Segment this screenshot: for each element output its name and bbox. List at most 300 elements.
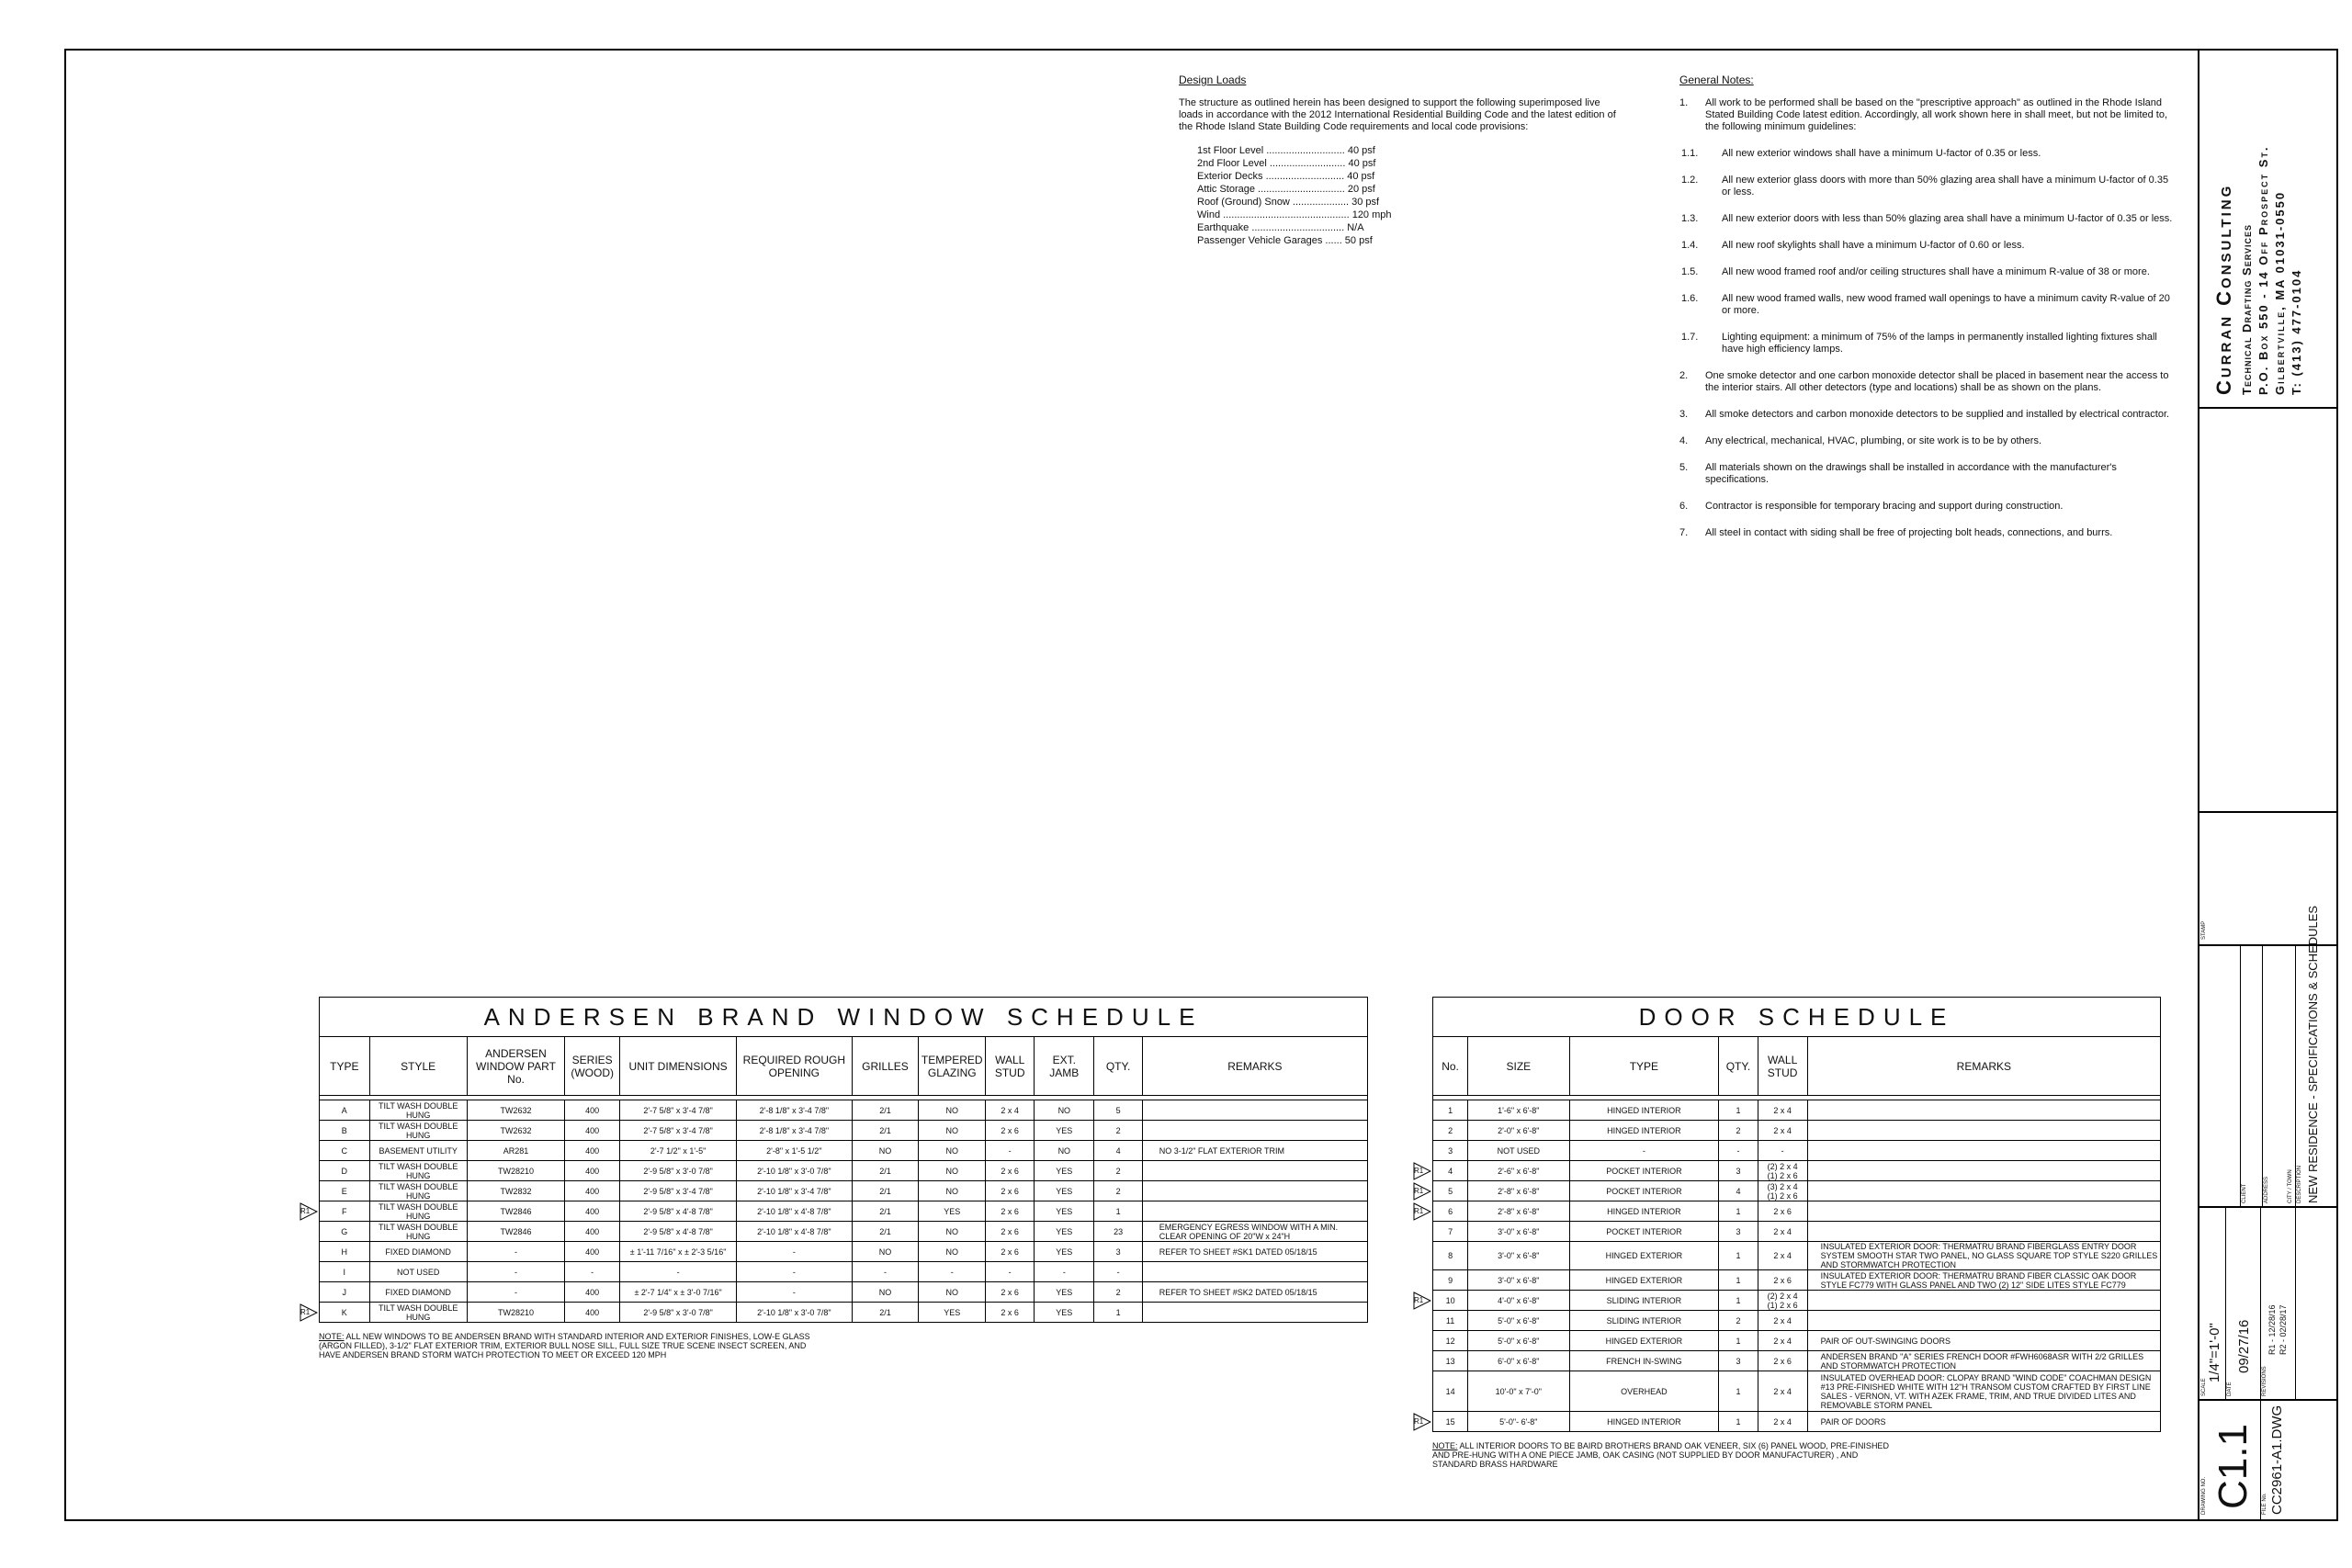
revision-triangle-icon bbox=[1413, 1182, 1430, 1201]
window-cell: TW28210 bbox=[467, 1161, 564, 1181]
note-text: All new exterior glass doors with more than 50% glazing area shall have a minimum U-factor of 0.35 or less. bbox=[1722, 175, 2169, 197]
table-row bbox=[1433, 1311, 2161, 1331]
door-cell: 2 bbox=[1433, 1121, 1468, 1141]
note-number: 2. bbox=[1679, 370, 1689, 381]
window-cell: 400 bbox=[565, 1222, 620, 1242]
table-row bbox=[320, 1242, 1368, 1262]
general-note-item bbox=[1679, 501, 2176, 513]
window-cell: - bbox=[737, 1282, 853, 1303]
table-row bbox=[1433, 1201, 2161, 1222]
window-cell: 2'-8 1/8" x 3'-4 7/8" bbox=[737, 1121, 853, 1141]
door-cell: 2'-8" x 6'-8" bbox=[1468, 1201, 1569, 1222]
window-cell: 2'-8 1/8" x 3'-4 7/8" bbox=[737, 1100, 853, 1121]
note-number: 1.3. bbox=[1681, 213, 1699, 224]
door-schedule-note bbox=[1432, 1441, 1892, 1469]
window-cell: 2'-9 5/8" x 4'-8 7/8" bbox=[620, 1201, 737, 1222]
door-cell: 2 x 4 bbox=[1758, 1222, 1807, 1242]
window-cell bbox=[1142, 1121, 1367, 1141]
note-number: 4. bbox=[1679, 435, 1689, 446]
note-number: 1.6. bbox=[1681, 293, 1699, 304]
company-line-4: T: (413) 477-0104 bbox=[2290, 268, 2303, 395]
note-number: 6. bbox=[1679, 501, 1689, 512]
window-column-header: REQUIRED ROUGH OPENING bbox=[737, 1037, 853, 1096]
door-cell: 5'-0" x 6'-8" bbox=[1468, 1311, 1569, 1331]
general-note-item bbox=[1679, 97, 2176, 133]
window-cell: 2 bbox=[1094, 1181, 1142, 1201]
company-line-1: Technical Drafting Services bbox=[2240, 223, 2254, 395]
window-cell: 2 bbox=[1094, 1121, 1142, 1141]
scale-label: SCALE bbox=[2201, 1378, 2207, 1396]
general-note-item bbox=[1679, 370, 2176, 394]
table-row bbox=[1433, 1181, 2161, 1201]
revision-1: R1 - 12/28/16 bbox=[2267, 1304, 2277, 1355]
door-cell: 1 bbox=[1719, 1201, 1758, 1222]
revision-tag-label: R1 bbox=[1414, 1295, 1424, 1304]
note-text: One smoke detector and one carbon monoxide detector shall be placed in basement near the access to the interior stairs. All other detectors (type and locations) shall be as shown on the plans. bbox=[1705, 370, 2169, 393]
window-cell: NOT USED bbox=[369, 1262, 467, 1282]
door-cell: INSULATED OVERHEAD DOOR: CLOPAY BRAND "WIND CODE" COACHMAN DESIGN #13 PRE-FINISHED WHITE WITH 12"H TRANSOM CUSTOM CRAFTED BY FIRST LINE SALES - VERNON, VT. WITH AZEK FRAME, TRIM, AND TRUE DIVIDED LITES AND REMOVABLE STORM PANEL bbox=[1807, 1371, 2160, 1412]
window-cell: 2'-10 1/8" x 3'-0 7/8" bbox=[737, 1161, 853, 1181]
revision-tag-label: R1 bbox=[1414, 1416, 1424, 1426]
door-cell: POCKET INTERIOR bbox=[1569, 1222, 1719, 1242]
revision-triangle-icon bbox=[1413, 1162, 1430, 1180]
window-cell: B bbox=[320, 1121, 370, 1141]
title-block bbox=[2198, 51, 2338, 1519]
table-row bbox=[1433, 1222, 2161, 1242]
table-row bbox=[320, 1222, 1368, 1242]
door-cell: - bbox=[1758, 1141, 1807, 1161]
general-notes-section bbox=[1679, 73, 2176, 554]
door-cell: 3'-0" x 6'-8" bbox=[1468, 1270, 1569, 1291]
door-cell: 3'-0" x 6'-8" bbox=[1468, 1222, 1569, 1242]
revision-triangle-icon bbox=[300, 1303, 316, 1322]
window-cell bbox=[1142, 1303, 1367, 1323]
note-text: All new exterior windows shall have a minimum U-factor of 0.35 or less. bbox=[1722, 148, 2041, 159]
note-number: 1. bbox=[1679, 97, 1689, 108]
window-cell: - bbox=[737, 1242, 853, 1262]
revision-triangle-icon bbox=[1413, 1202, 1430, 1221]
note-text: All work to be performed shall be based on the "prescriptive approach" as outlined in the Rhode Island Stated Building Code latest edition. Accordingly, all work shown here in shall meet, but not be limited to, the following minimum guidelines: bbox=[1705, 97, 2168, 132]
door-cell: 9 bbox=[1433, 1270, 1468, 1291]
window-cell: EMERGENCY EGRESS WINDOW WITH A MIN. CLEAR OPENING OF 20"W x 24"H bbox=[1142, 1222, 1367, 1242]
door-cell: - bbox=[1719, 1141, 1758, 1161]
window-cell: NO bbox=[919, 1141, 986, 1161]
note-text: Lighting equipment: a minimum of 75% of the lamps in permanently installed lighting fixtures shall have high efficiency lamps. bbox=[1722, 332, 2157, 355]
window-cell: TILT WASH DOUBLE HUNG bbox=[369, 1201, 467, 1222]
door-cell: PAIR OF DOORS bbox=[1807, 1412, 2160, 1432]
door-cell: 14 bbox=[1433, 1371, 1468, 1412]
window-cell: REFER TO SHEET #SK1 DATED 05/18/15 bbox=[1142, 1242, 1367, 1262]
window-cell: I bbox=[320, 1262, 370, 1282]
window-cell: NO bbox=[919, 1161, 986, 1181]
door-cell bbox=[1807, 1291, 2160, 1311]
window-cell: YES bbox=[1035, 1282, 1094, 1303]
window-cell: 5 bbox=[1094, 1100, 1142, 1121]
general-note-item bbox=[1681, 175, 2176, 198]
window-cell: 2 bbox=[1094, 1282, 1142, 1303]
note-number: 1.7. bbox=[1681, 332, 1699, 343]
note-number: 1.2. bbox=[1681, 175, 1699, 186]
door-cell: (2) 2 x 4 (1) 2 x 6 bbox=[1758, 1161, 1807, 1181]
window-column-header: TEMPERED GLAZING bbox=[919, 1037, 986, 1096]
window-cell: YES bbox=[1035, 1242, 1094, 1262]
window-cell: 2 x 4 bbox=[986, 1100, 1035, 1121]
window-cell: 400 bbox=[565, 1121, 620, 1141]
note-text: Any electrical, mechanical, HVAC, plumbing, or site work is to be by others. bbox=[1705, 435, 2042, 446]
note-number: 7. bbox=[1679, 527, 1689, 538]
design-loads-intro: The structure as outlined herein has been designed to support the following superimposed live loads in accordance with the 2012 International Residential Building Code and the latest edition of the Rhode Island State Building Code requirements and local code provisions: bbox=[1179, 97, 1616, 132]
company-box bbox=[2199, 51, 2338, 409]
stamp-label: STAMP bbox=[2201, 920, 2207, 940]
door-cell: 2 bbox=[1719, 1311, 1758, 1331]
table-row bbox=[1433, 1351, 2161, 1371]
date-label: DATE bbox=[2227, 1382, 2233, 1396]
door-cell bbox=[1807, 1181, 2160, 1201]
door-column-header: WALL STUD bbox=[1758, 1037, 1807, 1096]
door-cell: HINGED EXTERIOR bbox=[1569, 1331, 1719, 1351]
window-cell: 2'-8" x 1'-5 1/2" bbox=[737, 1141, 853, 1161]
window-cell: TW2846 bbox=[467, 1222, 564, 1242]
note-number: 1.1. bbox=[1681, 148, 1699, 159]
company-name: Curran Consulting bbox=[2212, 183, 2235, 395]
scale-value: 1/4"=1'-0" bbox=[2207, 1323, 2222, 1382]
note-text: All new roof skylights shall have a minimum U-factor of 0.60 or less. bbox=[1722, 240, 2025, 251]
door-cell: 2'-6" x 6'-8" bbox=[1468, 1161, 1569, 1181]
window-cell: NO bbox=[1035, 1141, 1094, 1161]
door-cell: 10 bbox=[1433, 1291, 1468, 1311]
door-cell: 13 bbox=[1433, 1351, 1468, 1371]
load-row: Wind ............................................. 120 mph bbox=[1197, 209, 1392, 220]
table-row bbox=[320, 1121, 1368, 1141]
door-cell: HINGED EXTERIOR bbox=[1569, 1270, 1719, 1291]
window-cell: 2 bbox=[1094, 1161, 1142, 1181]
door-cell bbox=[1807, 1161, 2160, 1181]
revision-2: R2 - 02/28/17 bbox=[2278, 1304, 2288, 1355]
window-cell: 4 bbox=[1094, 1141, 1142, 1161]
door-cell: 3'-0" x 6'-8" bbox=[1468, 1242, 1569, 1270]
window-column-header: REMARKS bbox=[1142, 1037, 1367, 1096]
window-cell: 2/1 bbox=[852, 1121, 919, 1141]
table-row bbox=[1433, 1371, 2161, 1412]
window-schedule-note bbox=[319, 1332, 815, 1359]
window-cell: 2 x 6 bbox=[986, 1282, 1035, 1303]
window-cell: 400 bbox=[565, 1201, 620, 1222]
window-cell: - bbox=[467, 1262, 564, 1282]
window-cell: 2'-9 5/8" x 3'-0 7/8" bbox=[620, 1303, 737, 1323]
window-cell: A bbox=[320, 1100, 370, 1121]
note-number: 1.5. bbox=[1681, 266, 1699, 277]
window-cell: 2 x 6 bbox=[986, 1222, 1035, 1242]
door-cell bbox=[1807, 1141, 2160, 1161]
window-note-text: ALL NEW WINDOWS TO BE ANDERSEN BRAND WITH STANDARD INTERIOR AND EXTERIOR FINISHES, LOW-E GLASS (ARGON FILLED), 3-1/2" FLAT EXTERIOR TRIM, EXTERIOR BULL NOSE SILL, FULL SIZE TRUE SCENE INSECT SCREEN, AND HAVE ANDERSEN BRAND STORM WATCH PROTECTION TO MEET OR EXCEED 120 MPH bbox=[319, 1332, 810, 1359]
table-row bbox=[1433, 1100, 2161, 1121]
table-row bbox=[320, 1282, 1368, 1303]
note-number: 1.4. bbox=[1681, 240, 1699, 251]
door-cell: NOT USED bbox=[1468, 1141, 1569, 1161]
door-schedule-table bbox=[1432, 997, 2161, 1432]
window-cell: NO 3-1/2" FLAT EXTERIOR TRIM bbox=[1142, 1141, 1367, 1161]
revision-triangle-icon bbox=[300, 1202, 316, 1221]
note-text: All materials shown on the drawings shall be installed in accordance with the manufacturer's specifications. bbox=[1705, 462, 2117, 485]
window-cell: YES bbox=[1035, 1303, 1094, 1323]
note-text: All steel in contact with siding shall be free of projecting bolt heads, connections, and burrs. bbox=[1705, 527, 2113, 538]
door-note-label: NOTE: bbox=[1432, 1441, 1458, 1450]
revision-triangle-icon bbox=[1413, 1413, 1430, 1431]
general-note-item bbox=[1679, 409, 2176, 421]
window-cell: BASEMENT UTILITY bbox=[369, 1141, 467, 1161]
file-number: CC2961-A1.DWG bbox=[2269, 1404, 2285, 1515]
general-note-item bbox=[1681, 266, 2176, 278]
door-cell: (2) 2 x 4 (1) 2 x 6 bbox=[1758, 1291, 1807, 1311]
window-cell: TW2632 bbox=[467, 1121, 564, 1141]
door-cell: 2 x 4 bbox=[1758, 1371, 1807, 1412]
window-column-header: STYLE bbox=[369, 1037, 467, 1096]
note-number: 3. bbox=[1679, 409, 1689, 420]
general-note-item bbox=[1681, 148, 2176, 160]
door-cell: HINGED INTERIOR bbox=[1569, 1201, 1719, 1222]
description-label: DESCRIPTION bbox=[2297, 1165, 2302, 1203]
window-cell: YES bbox=[1035, 1181, 1094, 1201]
window-column-header: ANDERSEN WINDOW PART No. bbox=[467, 1037, 564, 1096]
door-cell: 5'-0"- 6'-8" bbox=[1468, 1412, 1569, 1432]
door-cell: 3 bbox=[1433, 1141, 1468, 1161]
blank-box bbox=[2199, 409, 2338, 813]
door-cell: HINGED INTERIOR bbox=[1569, 1100, 1719, 1121]
window-cell: H bbox=[320, 1242, 370, 1262]
general-notes-list bbox=[1679, 97, 2176, 539]
door-cell bbox=[1807, 1222, 2160, 1242]
window-cell bbox=[1142, 1262, 1367, 1282]
window-cell: NO bbox=[852, 1141, 919, 1161]
door-cell: 2 x 6 bbox=[1758, 1270, 1807, 1291]
general-note-item bbox=[1681, 213, 2176, 225]
general-note-item bbox=[1679, 435, 2176, 447]
door-column-header: SIZE bbox=[1468, 1037, 1569, 1096]
window-cell: FIXED DIAMOND bbox=[369, 1282, 467, 1303]
design-loads-list bbox=[1197, 144, 1620, 247]
window-cell: 2/1 bbox=[852, 1201, 919, 1222]
window-cell: TILT WASH DOUBLE HUNG bbox=[369, 1100, 467, 1121]
door-cell: 3 bbox=[1719, 1161, 1758, 1181]
window-cell: - bbox=[467, 1242, 564, 1262]
window-cell: YES bbox=[1035, 1161, 1094, 1181]
window-cell: NO bbox=[919, 1242, 986, 1262]
note-text: All new wood framed walls, new wood framed wall openings to have a minimum cavity R-value of 20 or more. bbox=[1722, 293, 2170, 316]
door-cell: 2 bbox=[1719, 1121, 1758, 1141]
window-cell: 2'-7 5/8" x 3'-4 7/8" bbox=[620, 1100, 737, 1121]
window-cell: 400 bbox=[565, 1242, 620, 1262]
window-cell: 2 x 6 bbox=[986, 1242, 1035, 1262]
window-cell: NO bbox=[1035, 1100, 1094, 1121]
window-cell: YES bbox=[919, 1201, 986, 1222]
door-cell: 5 bbox=[1433, 1181, 1468, 1201]
window-cell bbox=[1142, 1100, 1367, 1121]
window-cell: 2'-10 1/8" x 4'-8 7/8" bbox=[737, 1201, 853, 1222]
window-cell: 1 bbox=[1094, 1201, 1142, 1222]
drawing-number-box bbox=[2199, 1401, 2338, 1519]
window-cell: - bbox=[986, 1262, 1035, 1282]
load-row: Earthquake ................................. N/A bbox=[1197, 222, 1364, 233]
window-cell: YES bbox=[919, 1303, 986, 1323]
door-cell bbox=[1807, 1121, 2160, 1141]
drawing-no-label: DRAWING NO. bbox=[2201, 1476, 2207, 1515]
window-cell: NO bbox=[852, 1242, 919, 1262]
window-cell: TILT WASH DOUBLE HUNG bbox=[369, 1222, 467, 1242]
window-cell: NO bbox=[919, 1222, 986, 1242]
door-cell: 2 x 4 bbox=[1758, 1311, 1807, 1331]
table-row bbox=[320, 1262, 1368, 1282]
revision-tag-label: R1 bbox=[1414, 1206, 1424, 1215]
window-cell: 400 bbox=[565, 1181, 620, 1201]
window-schedule bbox=[319, 997, 1368, 1359]
door-cell: 4'-0" x 6'-8" bbox=[1468, 1291, 1569, 1311]
window-cell: NO bbox=[919, 1181, 986, 1201]
window-cell: 400 bbox=[565, 1282, 620, 1303]
door-cell: HINGED INTERIOR bbox=[1569, 1121, 1719, 1141]
door-cell bbox=[1807, 1311, 2160, 1331]
window-cell: 2'-9 5/8" x 3'-0 7/8" bbox=[620, 1161, 737, 1181]
door-cell: SLIDING INTERIOR bbox=[1569, 1291, 1719, 1311]
window-cell: 2'-9 5/8" x 3'-4 7/8" bbox=[620, 1181, 737, 1201]
load-row: Attic Storage ............................... 20 psf bbox=[1197, 184, 1375, 195]
door-cell: 1 bbox=[1719, 1331, 1758, 1351]
file-no-label: FILE No. bbox=[2262, 1493, 2267, 1515]
table-row bbox=[320, 1100, 1368, 1121]
door-cell: 1 bbox=[1719, 1242, 1758, 1270]
window-cell: C bbox=[320, 1141, 370, 1161]
drawing-number: C1.1 bbox=[2211, 1424, 2256, 1509]
window-cell: 2 x 6 bbox=[986, 1161, 1035, 1181]
door-cell: 2 x 6 bbox=[1758, 1351, 1807, 1371]
window-column-header: WALL STUD bbox=[986, 1037, 1035, 1096]
door-cell: HINGED INTERIOR bbox=[1569, 1412, 1719, 1432]
table-row bbox=[320, 1161, 1368, 1181]
window-schedule-header-row bbox=[320, 1037, 1368, 1096]
door-schedule-header-row bbox=[1433, 1037, 2161, 1096]
window-cell: - bbox=[1094, 1262, 1142, 1282]
note-text: All new exterior doors with less than 50% glazing area shall have a minimum U-factor of 0.35 or less. bbox=[1722, 213, 2173, 224]
door-cell: 1 bbox=[1719, 1371, 1758, 1412]
window-cell: 2/1 bbox=[852, 1161, 919, 1181]
table-row bbox=[320, 1141, 1368, 1161]
window-cell: TW2832 bbox=[467, 1181, 564, 1201]
door-column-header: TYPE bbox=[1569, 1037, 1719, 1096]
door-column-header: REMARKS bbox=[1807, 1037, 2160, 1096]
company-line-3: Gilbertville, MA 01031-0550 bbox=[2273, 190, 2287, 395]
door-cell: FRENCH IN-SWING bbox=[1569, 1351, 1719, 1371]
window-column-header: EXT. JAMB bbox=[1035, 1037, 1094, 1096]
table-row bbox=[320, 1181, 1368, 1201]
design-loads-heading: Design Loads bbox=[1179, 73, 1247, 86]
window-cell bbox=[1142, 1181, 1367, 1201]
note-text: All new wood framed roof and/or ceiling structures shall have a minimum R-value of 38 or more. bbox=[1722, 266, 2150, 277]
door-cell: HINGED EXTERIOR bbox=[1569, 1242, 1719, 1270]
general-note-item bbox=[1681, 240, 2176, 252]
description-text: NEW RESIDENCE - SPECIFICATIONS & SCHEDULES bbox=[2306, 905, 2320, 1203]
window-cell: 2/1 bbox=[852, 1222, 919, 1242]
door-cell: POCKET INTERIOR bbox=[1569, 1161, 1719, 1181]
window-cell: - bbox=[986, 1141, 1035, 1161]
window-cell: AR281 bbox=[467, 1141, 564, 1161]
load-row: Roof (Ground) Snow .................... 30 psf bbox=[1197, 197, 1380, 208]
window-cell: - bbox=[919, 1262, 986, 1282]
door-cell: 7 bbox=[1433, 1222, 1468, 1242]
door-cell: 10'-0" x 7'-0" bbox=[1468, 1371, 1569, 1412]
door-cell: ANDERSEN BRAND "A" SERIES FRENCH DOOR #FWH6068ASR WITH 2/2 GRILLES AND STORMWATCH PROTECTION bbox=[1807, 1351, 2160, 1371]
window-cell: TW2846 bbox=[467, 1201, 564, 1222]
window-cell bbox=[1142, 1161, 1367, 1181]
load-row: Passenger Vehicle Garages ...... 50 psf bbox=[1197, 235, 1373, 246]
window-cell: 400 bbox=[565, 1100, 620, 1121]
door-cell: PAIR OF OUT-SWINGING DOORS bbox=[1807, 1331, 2160, 1351]
window-cell: 2 x 6 bbox=[986, 1201, 1035, 1222]
revision-tag-label: R1 bbox=[1414, 1186, 1424, 1195]
window-cell: E bbox=[320, 1181, 370, 1201]
door-cell: 1 bbox=[1433, 1100, 1468, 1121]
door-cell bbox=[1807, 1100, 2160, 1121]
window-cell: TILT WASH DOUBLE HUNG bbox=[369, 1161, 467, 1181]
door-cell: 2 x 6 bbox=[1758, 1201, 1807, 1222]
door-cell: 1 bbox=[1719, 1412, 1758, 1432]
note-text: Contractor is responsible for temporary bracing and support during construction. bbox=[1705, 501, 2064, 512]
revision-triangle-icon bbox=[1413, 1292, 1430, 1310]
window-cell: 400 bbox=[565, 1141, 620, 1161]
window-cell: NO bbox=[919, 1121, 986, 1141]
city-label: CITY / TOWN bbox=[2288, 1169, 2293, 1203]
table-row bbox=[1433, 1121, 2161, 1141]
general-notes-heading: General Notes: bbox=[1679, 73, 1754, 86]
table-row bbox=[1433, 1270, 2161, 1291]
door-cell: 2'-0" x 6'-8" bbox=[1468, 1121, 1569, 1141]
door-cell: 2'-8" x 6'-8" bbox=[1468, 1181, 1569, 1201]
window-cell: 2 x 6 bbox=[986, 1181, 1035, 1201]
window-cell: J bbox=[320, 1282, 370, 1303]
door-cell: 1 bbox=[1719, 1270, 1758, 1291]
door-cell: 2 x 4 bbox=[1758, 1412, 1807, 1432]
address-label: ADDRESS bbox=[2264, 1176, 2269, 1203]
revision-tag-label: R1 bbox=[300, 1307, 311, 1316]
door-note-text: ALL INTERIOR DOORS TO BE BAIRD BROTHERS BRAND OAK VENEER, SIX (6) PANEL WOOD, PRE-FINISHED AND PRE-HUNG WITH A ONE PIECE JAMB, OAK CASING (NOT SUPPLIED BY DOOR MANUFACTURER) , AND STANDARD BRASS HARDWARE bbox=[1432, 1441, 1889, 1469]
door-column-header: No. bbox=[1433, 1037, 1468, 1096]
window-cell: YES bbox=[1035, 1201, 1094, 1222]
door-schedule-title: DOOR SCHEDULE bbox=[1433, 998, 2161, 1037]
window-cell: 23 bbox=[1094, 1222, 1142, 1242]
window-cell: 2'-10 1/8" x 3'-0 7/8" bbox=[737, 1303, 853, 1323]
door-cell: 3 bbox=[1719, 1351, 1758, 1371]
table-row bbox=[1433, 1291, 2161, 1311]
load-row: 2nd Floor Level ........................... 40 psf bbox=[1197, 158, 1376, 169]
window-cell: K bbox=[320, 1303, 370, 1323]
door-column-header: QTY. bbox=[1719, 1037, 1758, 1096]
design-loads-section bbox=[1179, 73, 1620, 247]
general-note-item bbox=[1681, 293, 2176, 317]
window-cell: - bbox=[620, 1262, 737, 1282]
window-column-header: UNIT DIMENSIONS bbox=[620, 1037, 737, 1096]
door-cell bbox=[1807, 1201, 2160, 1222]
door-cell: 3 bbox=[1719, 1222, 1758, 1242]
door-cell: OVERHEAD bbox=[1569, 1371, 1719, 1412]
door-cell: 6'-0" x 6'-8" bbox=[1468, 1351, 1569, 1371]
window-cell: ± 2'-7 1/4" x ± 3'-0 7/16" bbox=[620, 1282, 737, 1303]
window-cell: 2'-7 5/8" x 3'-4 7/8" bbox=[620, 1121, 737, 1141]
revision-tag-label: R1 bbox=[1414, 1166, 1424, 1175]
door-cell: 2 x 4 bbox=[1758, 1100, 1807, 1121]
note-number: 5. bbox=[1679, 462, 1689, 473]
door-cell: (3) 2 x 4 (1) 2 x 6 bbox=[1758, 1181, 1807, 1201]
door-cell: 2 x 4 bbox=[1758, 1121, 1807, 1141]
window-cell: 2/1 bbox=[852, 1303, 919, 1323]
window-cell: ± 1'-11 7/16" x ± 2'-3 5/16" bbox=[620, 1242, 737, 1262]
